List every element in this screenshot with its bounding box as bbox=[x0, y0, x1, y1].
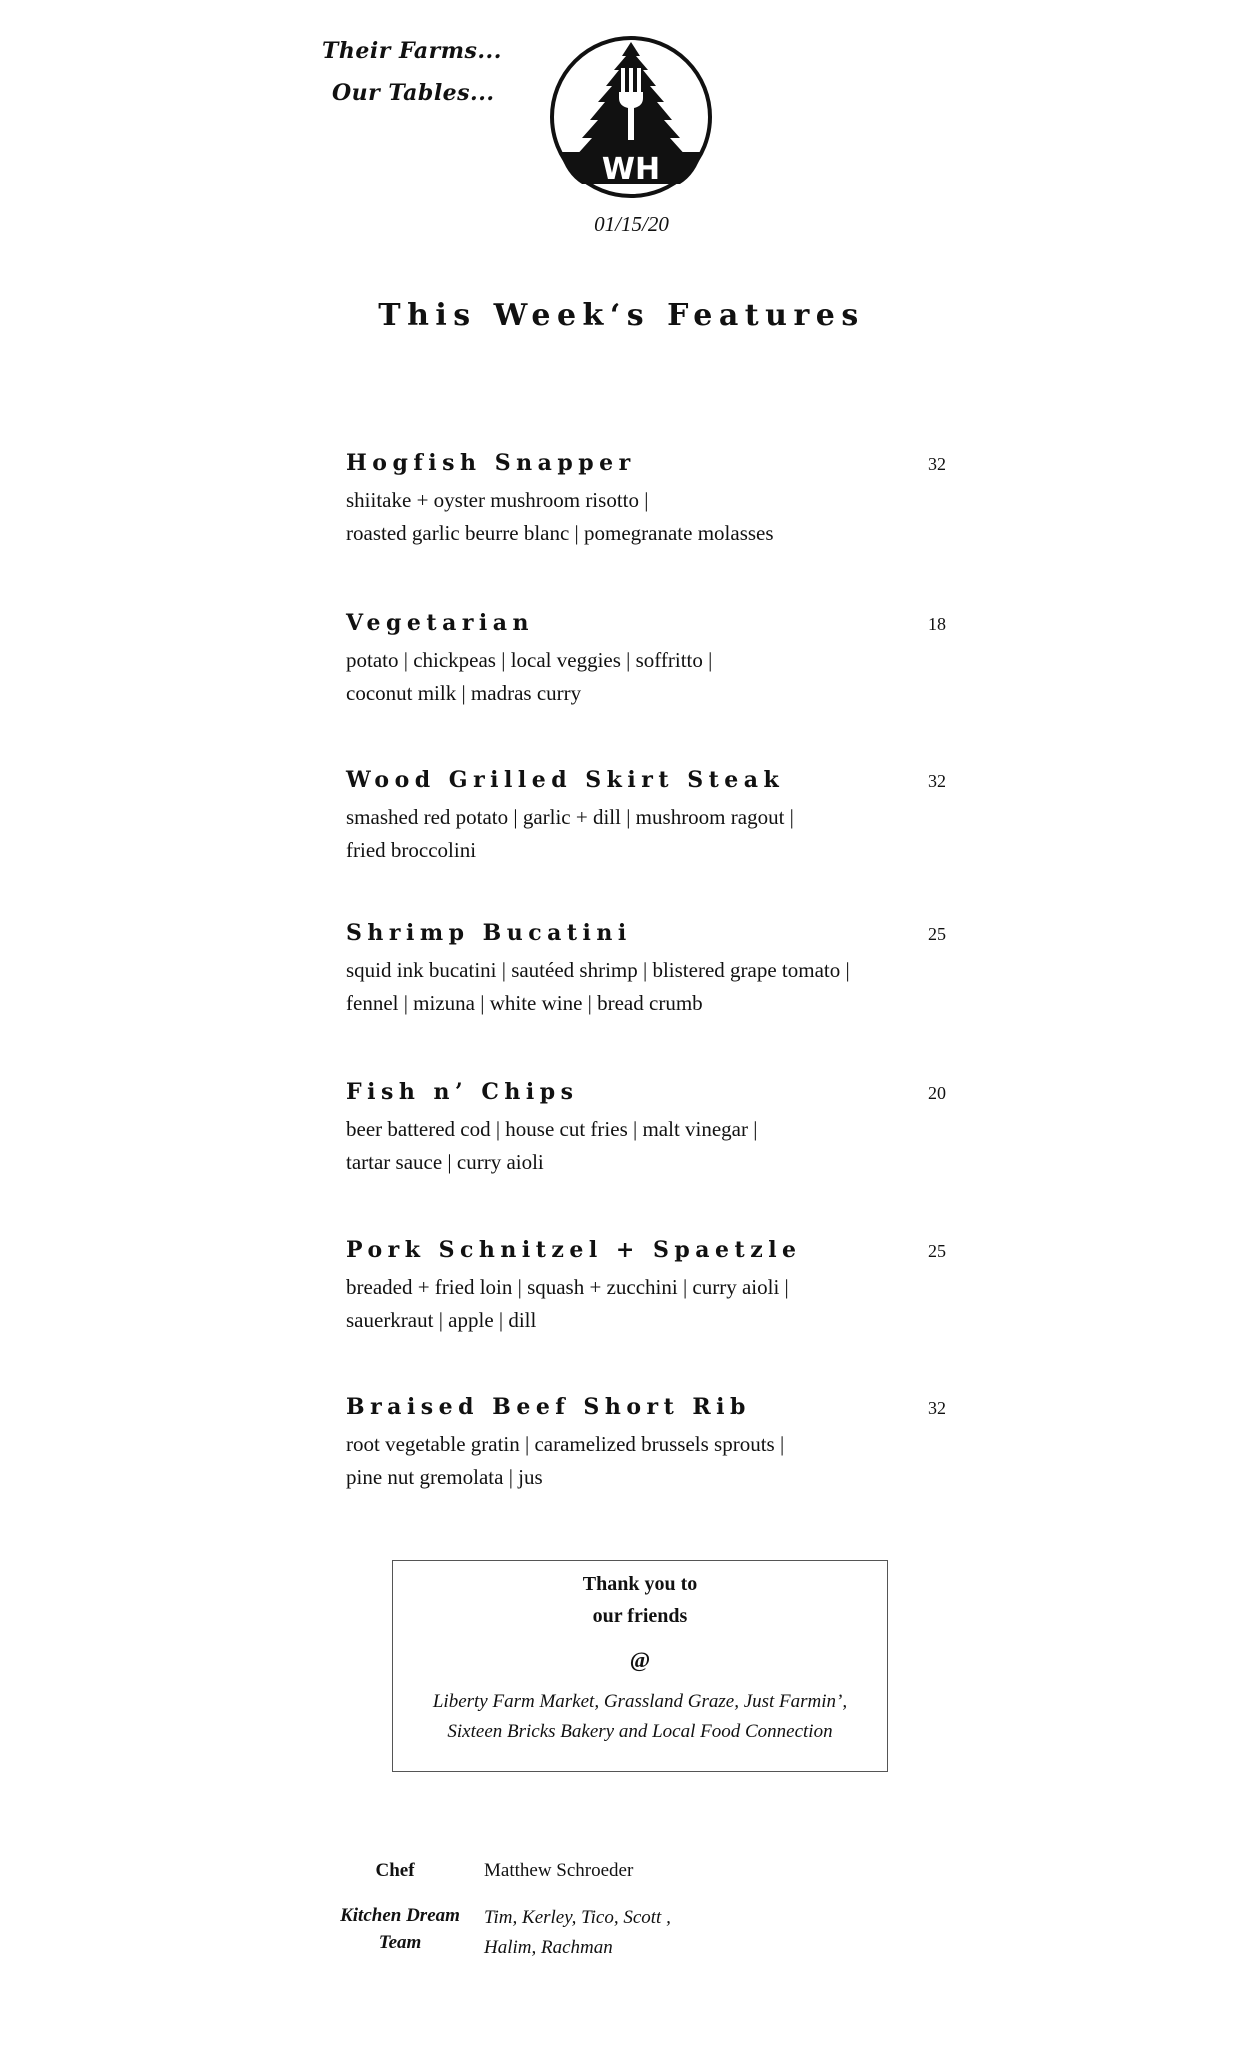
item-description-line: fried broccolini bbox=[346, 838, 477, 862]
item-description-line: coconut milk | madras curry bbox=[346, 681, 582, 705]
menu-item bbox=[346, 1237, 946, 1347]
item-description-line: potato | chickpeas | local veggies | soffritto | bbox=[346, 648, 713, 672]
item-description bbox=[346, 801, 794, 867]
thanks-box bbox=[392, 1560, 888, 1772]
item-price: 32 bbox=[928, 454, 946, 474]
item-price: 32 bbox=[928, 1398, 946, 1418]
friends-list-line-1: Liberty Farm Market, Grassland Graze, Just Farmin’, bbox=[432, 1691, 848, 1712]
item-price: 20 bbox=[928, 1083, 946, 1103]
item-description bbox=[346, 484, 774, 550]
team-label-line: Kitchen Dream bbox=[340, 1905, 460, 1926]
team-names-line: Halim, Rachman bbox=[484, 1937, 613, 1958]
tagline-line-1: Their Farms... bbox=[322, 38, 502, 64]
item-name: Shrimp Bucatini bbox=[346, 920, 632, 946]
item-description bbox=[346, 1428, 784, 1494]
item-description-line: smashed red potato | garlic + dill | mushroom ragout | bbox=[346, 805, 794, 829]
tagline-line-2: Our Tables... bbox=[332, 80, 495, 106]
chef-label: Chef bbox=[375, 1860, 415, 1881]
restaurant-logo bbox=[548, 34, 714, 200]
item-description-line: fennel | mizuna | white wine | bread crumb bbox=[346, 991, 703, 1015]
item-description-line: breaded + fried loin | squash + zucchini | curry aioli | bbox=[346, 1275, 789, 1299]
logo-letters: WH bbox=[601, 152, 661, 187]
team-label bbox=[330, 1902, 470, 1956]
item-description-line: pine nut gremolata | jus bbox=[346, 1465, 543, 1489]
thanks-heading-line-1: Thank you to bbox=[582, 1573, 698, 1595]
thanks-heading-line-2: our friends bbox=[592, 1605, 688, 1627]
item-price: 18 bbox=[928, 614, 946, 634]
menu-item bbox=[346, 1079, 946, 1189]
at-symbol: @ bbox=[629, 1647, 651, 1672]
friends-list-line-2: Sixteen Bricks Bakery and Local Food Connection bbox=[447, 1721, 833, 1742]
menu-item bbox=[346, 767, 946, 877]
item-description bbox=[346, 1113, 757, 1179]
menu-item bbox=[346, 610, 946, 720]
menu-item bbox=[346, 450, 946, 560]
item-description bbox=[346, 644, 712, 710]
item-price: 32 bbox=[928, 771, 946, 791]
item-description-line: root vegetable gratin | caramelized brussels sprouts | bbox=[346, 1432, 785, 1456]
menu-item bbox=[346, 1394, 946, 1504]
menu-date: 01/15/20 bbox=[594, 212, 669, 236]
item-description-line: sauerkraut | apple | dill bbox=[346, 1308, 537, 1332]
item-name: Vegetarian bbox=[346, 610, 535, 636]
item-name: Fish n’ Chips bbox=[346, 1079, 579, 1105]
item-price: 25 bbox=[928, 1241, 946, 1261]
item-description bbox=[346, 954, 850, 1020]
item-name: Braised Beef Short Rib bbox=[346, 1394, 751, 1420]
item-name: Pork Schnitzel + Spaetzle bbox=[346, 1237, 802, 1263]
team-names-line: Tim, Kerley, Tico, Scott , bbox=[484, 1907, 671, 1928]
item-name: Wood Grilled Skirt Steak bbox=[346, 767, 785, 793]
item-description-line: roasted garlic beurre blanc | pomegranate molasses bbox=[346, 521, 774, 545]
item-description-line: beer battered cod | house cut fries | malt vinegar | bbox=[346, 1117, 758, 1141]
item-name: Hogfish Snapper bbox=[346, 450, 636, 476]
team-names bbox=[484, 1903, 671, 1963]
chef-name: Matthew Schroeder bbox=[484, 1860, 634, 1881]
item-description-line: shiitake + oyster mushroom risotto | bbox=[346, 488, 649, 512]
item-description-line: tartar sauce | curry aioli bbox=[346, 1150, 544, 1174]
menu-item bbox=[346, 920, 946, 1030]
item-description-line: squid ink bucatini | sautéed shrimp | blistered grape tomato | bbox=[346, 958, 850, 982]
page-title: This Week‘s Features bbox=[378, 298, 865, 333]
item-description bbox=[346, 1271, 789, 1337]
item-price: 25 bbox=[928, 924, 946, 944]
team-label-line: Team bbox=[378, 1932, 422, 1953]
